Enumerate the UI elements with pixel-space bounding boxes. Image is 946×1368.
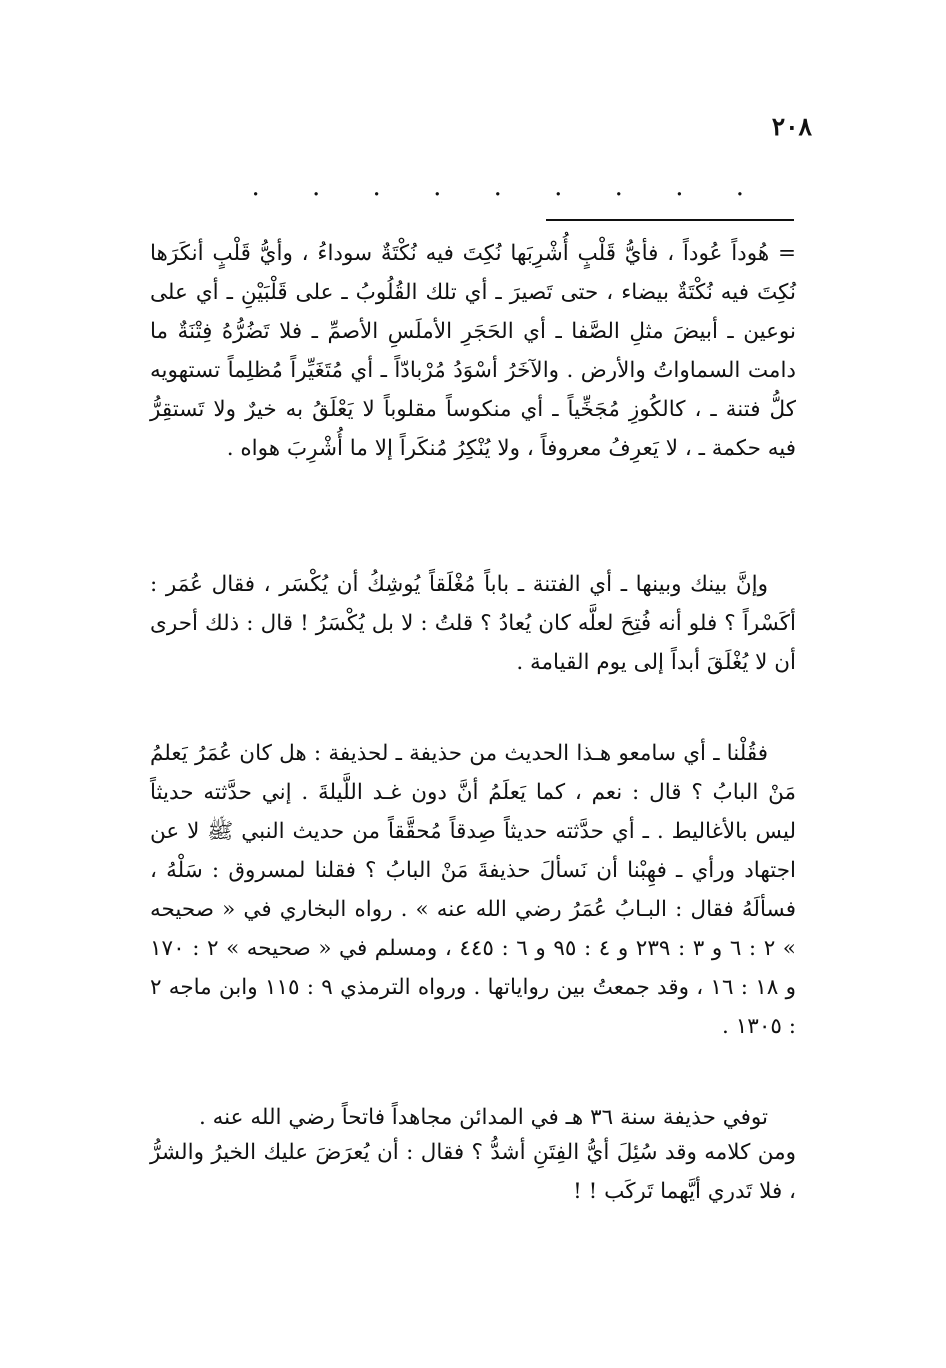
paragraph-the-door: وإنَّ بينك وبينها ـ أي الفتنة ـ باباً مُغْلَقاً يُوشِكُ أن يُكْسَر ، فقال عُمَر : أكَسْراً ؟ فلو أنه فُتِحَ لعلَّه كان يُعادُ ؟ قلتُ : لا بل يُكْسَرُ ! قال : ذلك أحرى أن لا يُغْلَقَ أبداً إلى يوم القيامة .	[150, 572, 796, 675]
paragraph-hudhayfa-saying: ومن كلامه وقد سُئِلَ أيُّ الفِتَنِ أشدُّ ؟ فقال : أن يُعرَضَ عليك الخيرُ والشرُّ ، فلا تَدري أيَّهما تَركَب ! !	[150, 1140, 796, 1204]
footnote-divider	[546, 219, 794, 221]
paragraph-narration-source: فقُلْنا ـ أي سامعو هـذا الحديث من حذيفة ـ لحذيفة : هل كان عُمَرُ يَعلمُ مَنْ البابُ ؟ قال : نعم ، كما يَعلَمُ أنَّ دون غـد اللَّيلةَ . إني حدَّثته حديثاً ليس بالأغاليط . ـ أي حدَّثته حديثاً صِدقاً مُحقَّقاً من حديث النبي ﷺ لا عن اجتهاد ورأي ـ فهِبْنا أن نَسألَ حذيفةَ مَنْ البابُ ؟ فقلنا لمسروق : سَلْهُ ، فسألَهُ فقال : البـابُ عُمَرُ رضي الله عنه » . رواه البخاري في « صحيحه » ٢ : ٦ و ٣ : ٢٣٩ و ٤ : ٩٥ و ٦ : ٤٤٥ ، ومسلم في « صحيحه » ٢ : ١٧٠ و ١٨ : ١٦ ، وقد جمعتُ بين رواياتها . ورواه الترمذي ٩ : ١١٥ وابن ماجه ٢ : ١٣٠٥ .	[150, 741, 796, 1039]
ellipsis-dots: . . . . . . . . .	[251, 172, 766, 202]
paragraph-hudhayfa-death: توفي حذيفة سنة ٣٦ هـ في المدائن مجاهداً فاتحاً رضي الله عنه .	[198, 1105, 768, 1130]
page-number: ٢٠٨	[771, 112, 812, 141]
paragraph-hadith-hearts: = هُوداً عُوداً ، فأيُّ قَلْبٍ أُشْرِبَها نُكِتَ فيه نُكْتَةٌ سوداءُ ، وأيُّ قَلْبٍ أنكَرَها نُكِتَ فيه نُكْتَةٌ بيضاء ، حتى تَصيرَ ـ أي تلك القُلُوبُ ـ على قَلْبَيْنِ ـ أي على نوعين ـ أبيضَ مثلِ الصَّفا ـ أي الحَجَرِ الأملَسِ الأصمِّ ـ فلا تَضُرُّهُ فِتْنَةٌ ما دامت السماواتُ والأرض . والآخَرُ أسْوَدُ مُرْبادّاً ـ أي مُتَغَيِّراً مُظلِماً تستهويه كلُّ فتنة ـ ، كالكُوزِ مُجَخِّياً ـ أي منكوساً مقلوباً لا يَعْلَقُ به خيرٌ ولا تَستقِرُّ فيه حكمة ـ ، لا يَعرِفُ معروفاً ، ولا يُنْكِرُ مُنكَراً إلا ما أُشْرِبَ هواه .	[150, 241, 796, 461]
